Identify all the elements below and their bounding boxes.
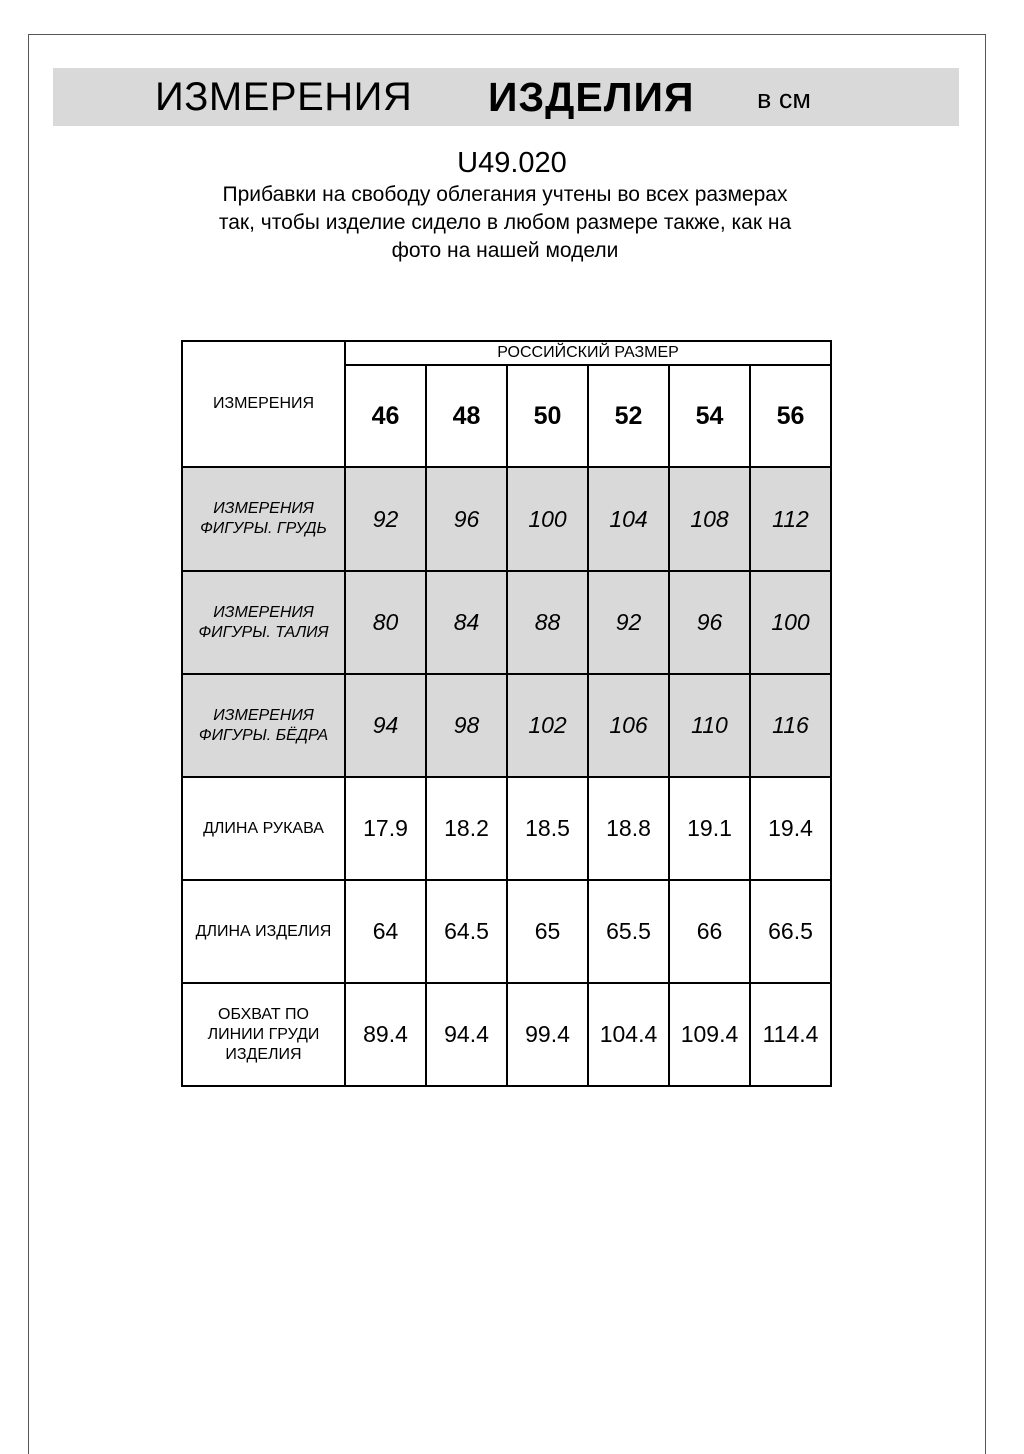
row-label-line: ИЗДЕЛИЯ [225,1045,302,1063]
value-cell: 116 [750,674,831,777]
value-cell: 102 [507,674,588,777]
value-cell: 109.4 [669,983,750,1086]
value-cell: 110 [669,674,750,777]
value-cell: 89.4 [345,983,426,1086]
table-row [182,674,831,777]
value-cell: 65 [507,880,588,983]
row-label [182,571,345,674]
title-bar [53,68,959,126]
value-cell: 94 [345,674,426,777]
value-cell: 108 [669,467,750,571]
value-cell: 19.1 [669,777,750,880]
row-label [182,983,345,1086]
value-cell: 92 [588,571,669,674]
size-cell: 56 [750,365,831,467]
value-cell: 106 [588,674,669,777]
size-table [181,340,832,1087]
value-cell: 92 [345,467,426,571]
table-header-row [182,341,831,365]
row-label-line: ФИГУРЫ. ГРУДЬ [200,520,327,537]
title-measurements: ИЗМЕРЕНИЯ [155,75,413,119]
size-cell: 46 [345,365,426,467]
row-label [182,777,345,880]
value-cell: 18.2 [426,777,507,880]
value-cell: 18.5 [507,777,588,880]
row-label [182,880,345,983]
table-row [182,571,831,674]
value-cell: 98 [426,674,507,777]
value-cell: 99.4 [507,983,588,1086]
value-cell: 64 [345,880,426,983]
article-number: U49.020 [457,147,567,179]
value-cell: 18.8 [588,777,669,880]
value-cell: 94.4 [426,983,507,1086]
corner-label: ИЗМЕРЕНИЯ [182,341,345,467]
row-label-line: ДЛИНА ИЗДЕЛИЯ [195,922,332,940]
fit-note [0,181,1010,265]
row-label-line: ИЗМЕРЕНИЯ [213,500,314,517]
row-label-line: ДЛИНА РУКАВА [203,819,324,837]
fit-note-line: так, чтобы изделие сидело в любом размере также, как на [218,211,792,234]
value-cell: 100 [750,571,831,674]
row-label-line: ОБХВАТ ПО [218,1005,309,1023]
size-cell: 50 [507,365,588,467]
value-cell: 114.4 [750,983,831,1086]
value-cell: 96 [426,467,507,571]
value-cell: 17.9 [345,777,426,880]
table-row [182,983,831,1086]
title-product: ИЗДЕЛИЯ [488,74,695,120]
value-cell: 84 [426,571,507,674]
row-label-line: ЛИНИИ ГРУДИ [207,1025,320,1043]
value-cell: 66 [669,880,750,983]
row-label-line: ИЗМЕРЕНИЯ [213,603,314,621]
row-label [182,467,345,571]
table-row [182,777,831,880]
size-group-label: РОССИЙСКИЙ РАЗМЕР [345,341,831,365]
value-cell: 112 [750,467,831,571]
size-cell: 54 [669,365,750,467]
fit-note-line: Прибавки на свободу облегания учтены во всех размерах [222,183,788,206]
size-cell: 52 [588,365,669,467]
table-row [182,880,831,983]
row-label-line: ИЗМЕРЕНИЯ [213,706,314,724]
size-cell: 48 [426,365,507,467]
value-cell: 80 [345,571,426,674]
value-cell: 96 [669,571,750,674]
value-cell: 65.5 [588,880,669,983]
value-cell: 100 [507,467,588,571]
row-label [182,674,345,777]
fit-note-line: фото на нашей модели [391,239,619,262]
title-unit: в см [757,84,811,114]
value-cell: 104.4 [588,983,669,1086]
row-label-line: ФИГУРЫ. ТАЛИЯ [198,623,329,641]
table-row [182,467,831,571]
value-cell: 88 [507,571,588,674]
row-label-line: ФИГУРЫ. БЁДРА [198,726,329,744]
value-cell: 104 [588,467,669,571]
value-cell: 64.5 [426,880,507,983]
value-cell: 66.5 [750,880,831,983]
value-cell: 19.4 [750,777,831,880]
